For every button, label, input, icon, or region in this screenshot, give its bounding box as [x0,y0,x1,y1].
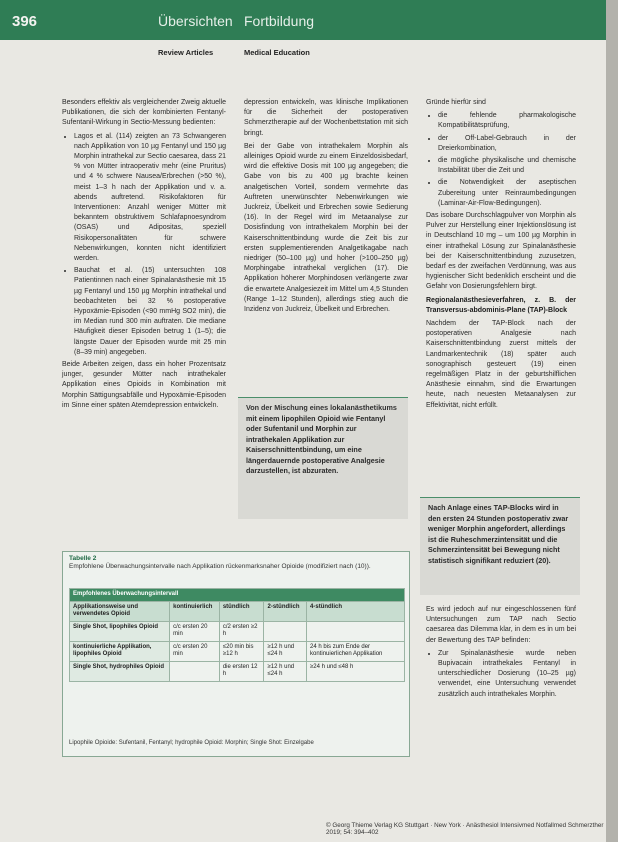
page-footer: © Georg Thieme Verlag KG Stuttgart · New York · Anästhesiol Intensivmed Notfallmed Schmerzther 2019; 54: 394–402 [326,822,604,836]
table-label: Tabelle 2 [69,555,97,562]
highlight-text: Nach Anlage eines TAP-Blocks wird in den ersten 24 Stunden postoperativ zwar weniger Morphin angefordert, allerdings ist die Ruheschmerzintensität und die Schmerzintensität bei Bewegung nicht statistisch signifikant reduziert (20). [428,503,569,565]
table-cell: c/2 ersten ≥2 h [219,621,264,641]
header-bar [0,0,606,40]
page-number: 396 [12,13,38,30]
highlight-box [420,497,580,595]
table-row [70,641,405,661]
table-cell: c/c ersten 20 min [170,641,220,661]
table-row [70,621,405,641]
table-caption [69,555,403,571]
highlight-lead: Von der Mischung eines lokalanästhetikums [246,403,397,412]
table-cell: die ersten 12 h [219,661,264,681]
text-column-2 [244,98,408,318]
column-header: Applikationsweise und verwendetes Opioid [70,601,170,621]
table-cell: ≥12 h und ≤24 h [264,661,307,681]
list-item: • die mögliche physikalische und chemische Instabilität über die Zeit und [438,156,576,176]
table-cell: c/c ersten 20 min [170,621,220,641]
column-header: 2-stündlich [264,601,307,621]
list-item: • der Off-Label-Gebrauch in der Dreierkombination, [438,134,576,154]
table-cell [170,661,220,681]
table-footnote: Lipophile Opioide: Sufentanil, Fentanyl; hydrophile Opioid: Morphin; Single Shot: Einzelgabe [69,740,314,746]
paragraph: Bei der Gabe von intrathekalem Morphin als alleiniges Opioid wurde zu einem Einzeldosisbedarf, wird die effektive Dosis mit 100 µg angegeben; die Gabe von bis zu 400 µg brachte keinen analgetischen Vorteil, sondern vermehrte das Auftreten unerwünschter Nebenwirkungen wie Juckreiz, Übelkeit und Erbrechen sowie Sedierung (16). In der Regel wird im Metaanalyse zur Dosisfindung von intrathekalem Morphin bei der Kaiserschnittentbindung wurde die Zeit bis zur ersten supplementierenden Analgetikagabe nach niedriger (50–100 µg) und hoher (>100–250 µg) Morphingabe intrathekal verglichen (17). Die Applikation höherer Morphindosen verlängerte zwar die erwartete Analgesiezeit im Mittel um 4,5 Stunden (Range 1–12 Stunden), allerdings stieg auch die Inzidenz von Juckreiz, Übelkeit und Erbrechen. [244,142,408,314]
row-label: kontinuierliche Applikation, lipophiles Opioid [70,641,170,661]
highlight-box [238,397,408,519]
table-figure [62,551,410,757]
row-label: Single Shot, hydrophiles Opioid [70,661,170,681]
paragraph: Nachdem der TAP-Block nach der postoperativen Analgesie nach Kaiserschnittentbindung zuerst mittels der Landmarkentechnik (18) später auch sonographisch gesteuert (19) einen regelmäßigen Platz in der geburtshilflichen Anästhesie einnahm, sind die Erwartungen heute, nach neuesten Metaanalysen zur Effektivität, nicht erfüllt. [426,320,576,409]
section-heading: Regionalanästhesieverfahren, z. B. der Transversus-abdominis-Plane (TAP)-Block [426,296,576,314]
paragraph: Beide Arbeiten zeigen, dass ein hoher Prozentsatz junger, gesunder Mütter nach intrathekaler Applikation eines Opioids in Kombination mit Morphin Sättigungsabfälle und Hypoxämie-Episoden im Sinne einer späten Atemdepression entwickeln. [62,361,226,409]
table-band-header: Empfohlenes Überwachungsintervall [70,589,405,602]
category-label: Review Articles [158,48,214,57]
list-item: • die Notwendigkeit der aseptischen Zubereitung unter Reinraumbedingungen (Laminar-Air-Flow-Bedingungen). [438,178,576,209]
column-header: kontinuierlich [170,601,220,621]
table-cell: ≥24 h und ≤48 h [307,661,405,681]
list-item: • Bauchat et al. (15) untersuchten 108 Patientinnen nach einer Spinalanästhesie mit 15 µg Fentanyl und 150 µg Morphin intrathekal und beobachteten bei 32 % postoperative Hypoxämie-Episoden (<90 mmHg SO2 min), die im Median rund 300 min auftraten. Die mediane Häufigkeit dieser Episoden betrug 1 (1–5); die längste Dauer der Episoden wurde mit 25 min (8–39 min) angegeben. [74,266,226,358]
section-title: Übersichten [158,13,233,29]
row-label: Single Shot, lipophiles Opioid [70,621,170,641]
table-cell: ≥12 h und ≤24 h [264,641,307,661]
paragraph: Das isobare Durchschlagpulver von Morphin als Pulver zur Herstellung einer Injektionslösung ist in Deutschland 10 mg – um 100 µg Morphin in einer intrathekal Lösung zur Spinalanästhesie bei der Kaiserschnittentbindung zuzusetzen, bedarf es der zweifachen Verdünnung, was aus hygienischer Sicht bedenklich erscheint und die Gefahr von Dosierungsfehlern birgt. [426,212,576,291]
table-caption-text: Empfohlene Überwachungsintervalle nach Applikation rückenmarksnaher Opioide (modifiziert nach (10)). [69,563,371,570]
list-item: • die fehlende pharmakologische Kompatibilitätsprüfung, [438,111,576,131]
monitoring-table [69,588,405,682]
table-cell: ≤20 min bis ≥12 h [219,641,264,661]
list-item: • Zur Spinalanästhesie wurde neben Bupivacain intrathekales Fentanyl in unterschiedlicher Dosierung (10–25 µg) verwendet, eine Untersuchung verwendet zusätzlich auch intrathekales Morphin. [438,649,576,700]
bullet-list [426,649,576,700]
bullet-list [426,111,576,209]
list-item: • Lagos et al. (114) zeigten an 73 Schwangeren nach Applikation von 10 µg Fentanyl und 150 µg Morphin intrathekal zur Sectio caesarea, dass 21 % von Mütter intraoperativ mehr (eine Pruritus) und 4 % schwere Nausea/Erbrechen (>50 %), meist 1–3 h nach der Applikation und v. a. abends auftretend. Risikofaktoren für Interventionen: Anzahl weniger Mütter mit bekanntem obstruktivem Schlafapnoesyndrom (OSAS) und Adipositas, speziell Risikopersonalitäten für schwere Nebenwirkungen, konnten nicht identifiziert werden. [74,132,226,265]
bullet-list [62,132,226,358]
table-cell [307,621,405,641]
text-column-3 [426,98,576,414]
highlight-text: mit einem lipophilen Opioid wie Fentanyl oder Sufentanil und Morphin zur intrathekalen Applikation zur Kaiserschnittentbindung, um eine längerdauernde postoperative Analgesie darzustellen, ist abzuraten. [246,413,386,475]
text-column-3-continued [426,605,576,702]
subsection-title: Fortbildung [244,13,315,29]
column-header: stündlich [219,601,264,621]
column-header: 4-stündlich [307,601,405,621]
page-edge [606,0,618,842]
text-column-1 [62,98,226,414]
table-cell: 24 h bis zum Ende der kontinuierlichen Applikation [307,641,405,661]
table-row [70,661,405,681]
table-cell [264,621,307,641]
subcategory-label: Medical Education [244,48,310,57]
paragraph: Es wird jedoch auf nur eingeschlossenen fünf Untersuchungen zum TAP nach Sectio caesarea das Dilemma klar, in dem es in um bei der Bewertung des TAP befinden: [426,606,576,644]
paragraph: Besonders effektiv als vergleichender Zweig aktuelle Publikationen, die sich der kombinierten Fentanyl-Sufentanil-Wirkung in Sectio-Messung bedienten: [62,99,226,127]
paragraph: depression entwickeln, was klinische Implikationen für die Sicherheit der postoperativen Schmerztherapie auf der Wochenbettstation mit sich bringt. [244,99,408,137]
paragraph: Gründe hierfür sind [426,99,486,106]
